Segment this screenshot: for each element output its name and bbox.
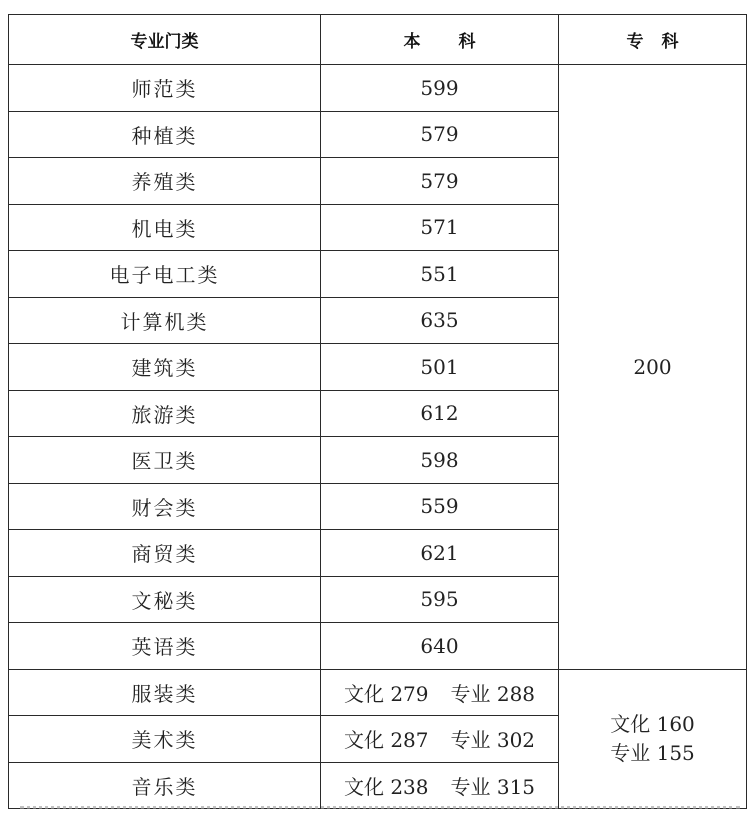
header-college-char-1: 专 [626,32,644,52]
college-art-score-cell [559,669,747,809]
category-cell: 机电类 [9,204,321,251]
major-score: 专业 315 [450,774,536,799]
category-cell: 商贸类 [9,530,321,577]
category-cell: 医卫类 [9,437,321,484]
undergrad-score-cell: 599 [321,65,559,112]
major-score: 专业 288 [450,681,536,706]
header-row [9,15,747,65]
header-undergrad [321,15,559,65]
undergrad-score-cell: 579 [321,158,559,205]
table-row [9,669,747,716]
header-college [559,15,747,65]
college-art-culture: 文化 160 [610,711,695,736]
category-cell: 计算机类 [9,297,321,344]
table-row [9,65,747,112]
culture-score: 文化 287 [343,728,429,753]
college-general-score-cell: 200 [559,65,747,670]
category-cell: 师范类 [9,65,321,112]
category-cell: 电子电工类 [9,251,321,298]
major-score: 专业 302 [450,728,536,753]
score-table [8,14,747,809]
undergrad-score-cell: 598 [321,437,559,484]
undergrad-art-score-cell [321,669,559,716]
category-cell: 服装类 [9,669,321,716]
header-undergrad-char-2: 科 [458,32,476,52]
culture-score: 文化 238 [343,774,429,799]
culture-score: 文化 279 [343,681,429,706]
category-cell: 音乐类 [9,762,321,809]
college-art-major: 专业 155 [610,740,695,765]
category-cell: 财会类 [9,483,321,530]
category-cell: 建筑类 [9,344,321,391]
undergrad-score-cell: 551 [321,251,559,298]
undergrad-score-cell: 635 [321,297,559,344]
category-cell: 养殖类 [9,158,321,205]
header-college-char-2: 科 [661,32,679,52]
undergrad-score-cell: 612 [321,390,559,437]
undergrad-score-cell: 640 [321,623,559,670]
undergrad-score-cell: 621 [321,530,559,577]
category-cell: 英语类 [9,623,321,670]
undergrad-score-cell: 579 [321,111,559,158]
undergrad-art-score-cell [321,716,559,763]
header-category: 专业门类 [9,15,321,65]
category-cell: 美术类 [9,716,321,763]
undergrad-score-cell: 501 [321,344,559,391]
undergrad-score-cell: 595 [321,576,559,623]
header-undergrad-char-1: 本 [403,32,421,52]
cut-off-text-edge [20,806,740,817]
undergrad-score-cell: 571 [321,204,559,251]
category-cell: 文秘类 [9,576,321,623]
category-cell: 旅游类 [9,390,321,437]
undergrad-art-score-cell [321,762,559,809]
undergrad-score-cell: 559 [321,483,559,530]
category-cell: 种植类 [9,111,321,158]
